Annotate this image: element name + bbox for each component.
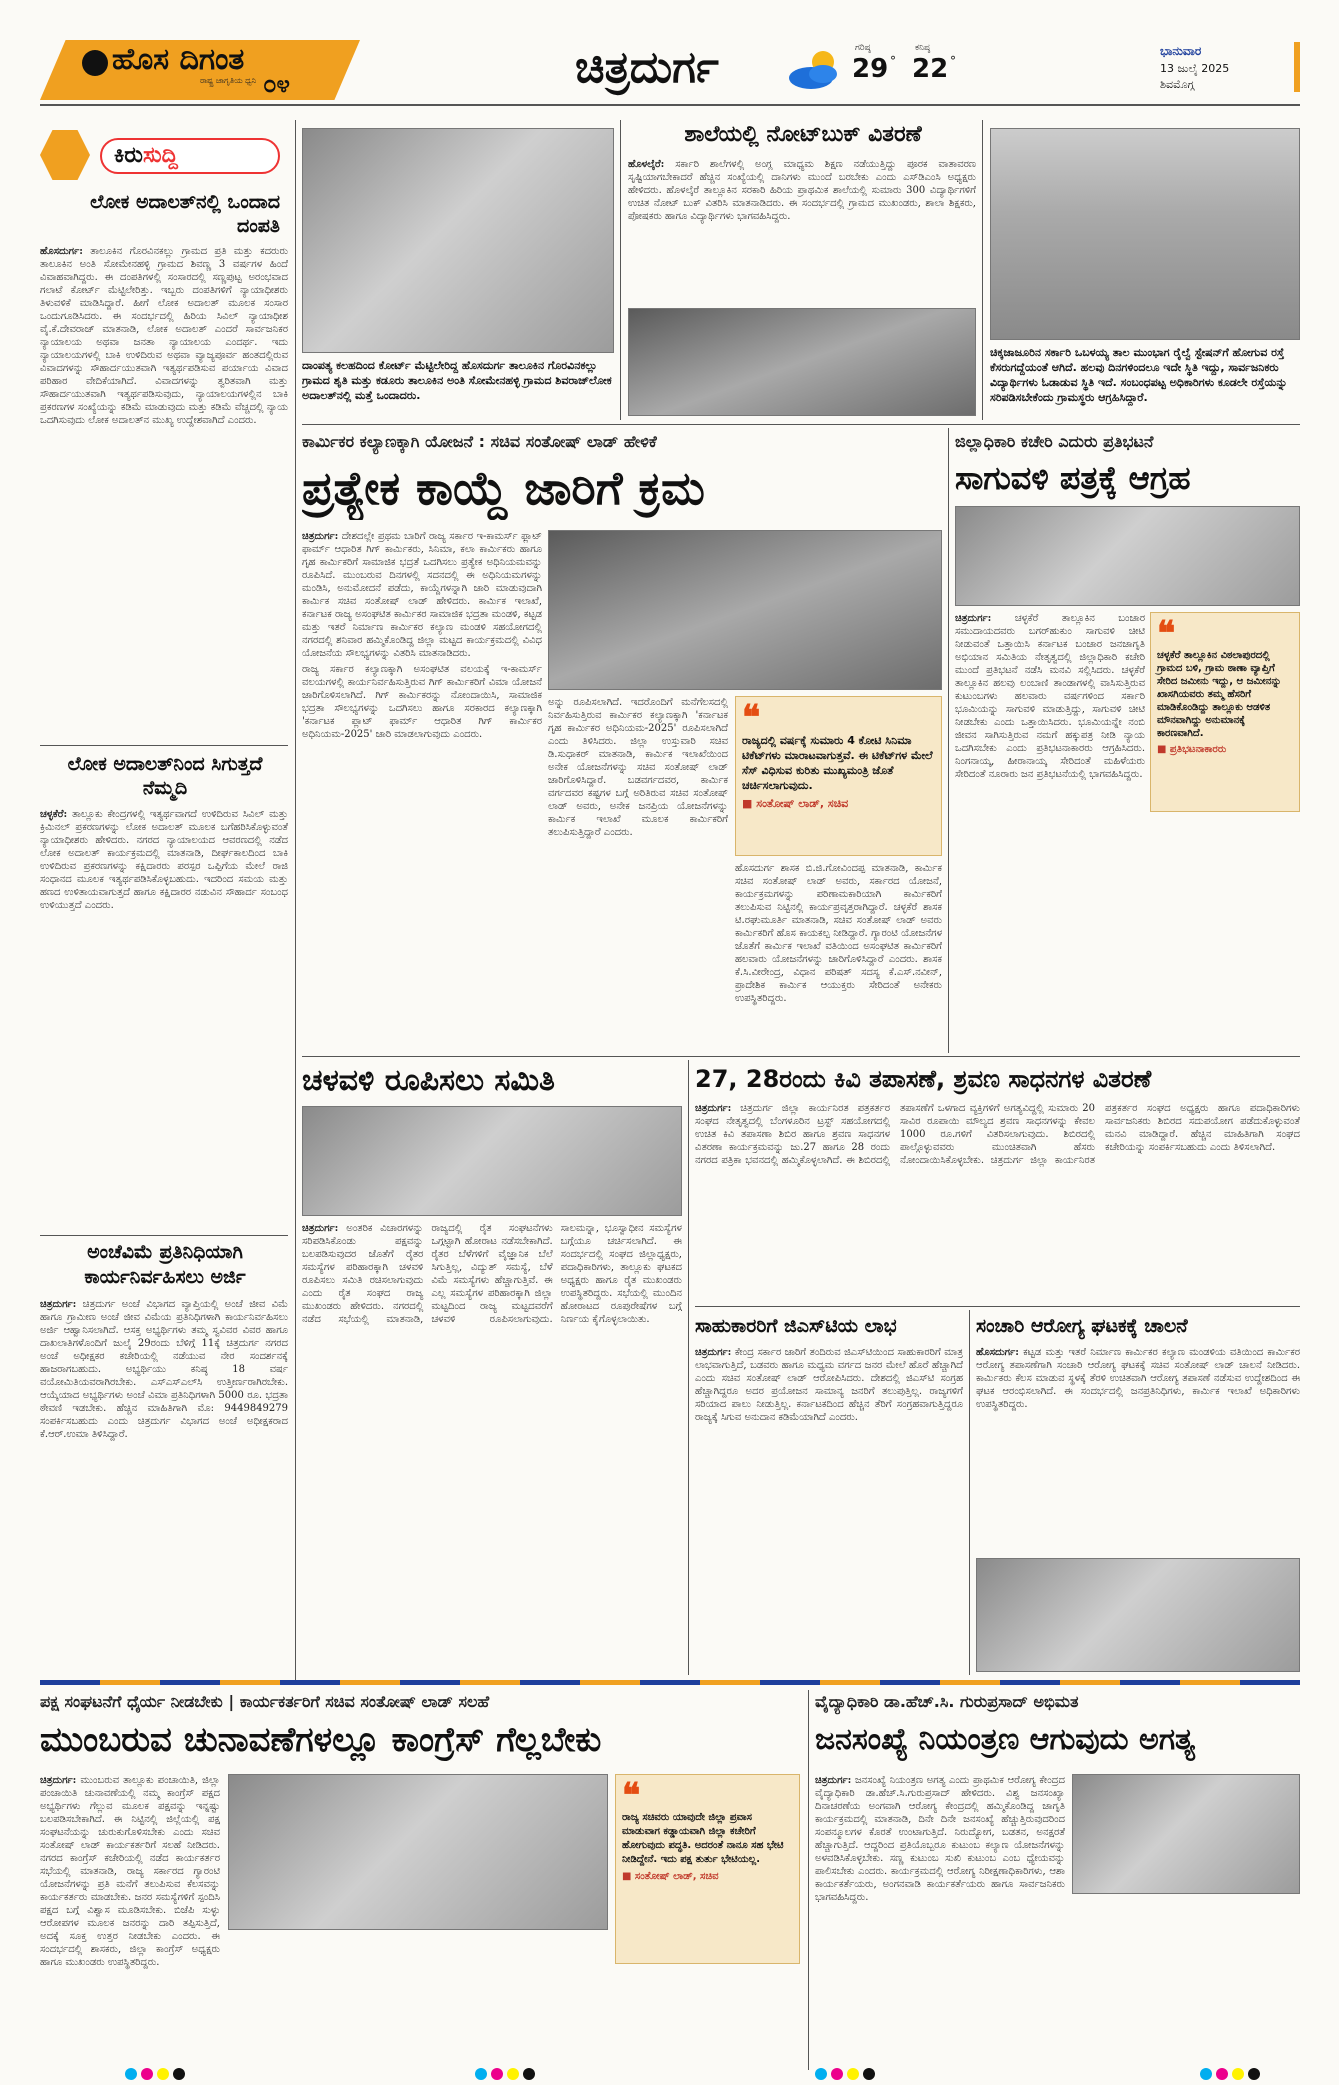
gst-dateline: ಚಿತ್ರದುರ್ಗ: [695, 1347, 732, 1358]
lead-quote-by: ■ ಸಂತೋಷ್ ಲಾಡ್, ಸಚಿವ [742, 797, 849, 810]
population-headline: ಜನಸಂಖ್ಯೆ ನಿಯಂತ್ರಣ ಆಗುವುದು ಅಗತ್ಯ [815, 1722, 1196, 1757]
quote-mark-icon: ❝ [622, 1776, 641, 1816]
min-temp: 22 [912, 54, 949, 84]
city-name: ಚಿತ್ರದುರ್ಗ [575, 42, 719, 93]
congress-quote-box [615, 1774, 800, 1964]
hand-icon [40, 130, 90, 180]
saguvali-quote-text: ಚಳ್ಳಕೆರೆ ತಾಲ್ಲೂಕಿನ ವಿಠಲಾಪುರದಲ್ಲಿ ಗ್ರಾಮದ ಬಳಿ, ಗ್ರಾಮ ಠಾಣಾ ವ್ಯಾಪ್ತಿಗೆ ಸೇರಿದ ಜಮೀನು ಇದ್ದು, ಆ ಜಮೀನನ್ನು ಖಾಸಗಿಯವರು ತಮ್ಮ ಹೆಸರಿಗೆ ಮಾಡಿಕೊಂಡಿದ್ದು ತಾಲ್ಲೂಕು ಆಡಳಿತ ಮೌನವಾಗಿದ್ದು ಅನುಮಾನಕ್ಕೆ ಕಾರಣವಾಗಿದೆ. [1157, 650, 1282, 739]
quote-mark-icon: ❝ [742, 698, 761, 738]
congress-quote-by: ■ ಸಂತೋಷ್ ಲಾಡ್, ಸಚಿವ [622, 1871, 719, 1882]
population-kicker: ವೈದ್ಯಾಧಿಕಾರಿ ಡಾ.ಹೆಚ್.ಸಿ. ಗುರುಪ್ರಸಾದ್ ಅಭಿಮತ [815, 1692, 1079, 1711]
kiru-body-3: ಚಿತ್ರದುರ್ಗ ಅಂಚೆ ವಿಭಾಗದ ವ್ಯಾಪ್ತಿಯಲ್ಲಿ ಅಂಚೆ ಜೀವ ವಿಮೆ ಹಾಗೂ ಗ್ರಾಮೀಣ ಅಂಚೆ ಜೀವ ವಿಮೆಯ ಪ್ರತಿನಿಧಿಗಳಾಗಿ ಕಾರ್ಯನಿರ್ವಹಿಸಲು ಅರ್ಜಿ ಆಹ್ವಾನಿಸಲಾಗಿದೆ. ಆಸಕ್ತ ಅಭ್ಯರ್ಥಿಗಳು ತಮ್ಮ ಸ್ವವಿವರ ವಿವರ ಹಾಗೂ ದಾಖಲಾತಿಗಳೊಂದಿಗೆ ಜುಲೈ 29ರಂದು ಬೆಳಿಗ್ಗೆ 11ಕ್ಕೆ ಚಿತ್ರದುರ್ಗ ನಗರದ ಅಂಚೆ ಅಧೀಕ್ಷಕರ ಕಚೇರಿಯಲ್ಲಿ ನಡೆಯುವ ನೇರ ಸಂದರ್ಶನಕ್ಕೆ ಹಾಜರಾಗಬಹುದು. ಅಭ್ಯರ್ಥಿಯು ಕನಿಷ್ಠ 18 ವರ್ಷ ವಯೋಮಿತಿಯವರಾಗಿರಬೇಕು. ಎಸ್‌ಎಸ್‌ಎಲ್‌ಸಿ ಉತ್ತೀರ್ಣರಾಗಿರಬೇಕು. ಆಯ್ಕೆಯಾದ ಅಭ್ಯರ್ಥಿಗಳು ಅಂಚೆ ವಿಮಾ ಪ್ರತಿನಿಧಿಗಳಾಗಿ 5000 ರೂ. ಭದ್ರತಾ ಠೇವಣಿ ಇಡಬೇಕು. ಹೆಚ್ಚಿನ ಮಾಹಿತಿಗಾಗಿ ಮೊ: 9449849279 ಸಂಪರ್ಕಿಸಬಹುದು ಎಂದು ಚಿತ್ರದುರ್ಗ ವಿಭಾಗದ ಅಂಚೆ ಅಧೀಕ್ಷಕರಾದ ಕೆ.ಆರ್.ಉಮಾ ತಿಳಿಸಿದ್ದಾರೆ. [40, 1299, 288, 1440]
lead-quote-box [735, 696, 942, 856]
kiru-story-1 [40, 245, 288, 740]
quote-mark-icon: ❝ [1157, 614, 1176, 654]
saguvali-quote-by: ■ ಪ್ರತಿಭಟನಾಕಾರರು [1157, 744, 1227, 755]
saguvali-headline: ಸಾಗುವಳಿ ಪತ್ರಕ್ಕೆ ಆಗ್ರಹ [955, 459, 1191, 497]
saguvali-story [955, 612, 1145, 1050]
congress-story-col1 [40, 1774, 220, 2064]
gst-story [695, 1346, 963, 1672]
gst-headline: ಸಾಹುಕಾರರಿಗೆ ಜಿಎಸ್‌ಟಿಯ ಲಾಭ [695, 1315, 897, 1337]
congress-quote-text: ರಾಜ್ಯ ಸಚಿವರು ಯಾವುದೇ ಜಿಲ್ಲಾ ಪ್ರವಾಸ ಮಾಡುವಾಗ ಕಡ್ಡಾಯವಾಗಿ ಜಿಲ್ಲಾ ಕಚೇರಿಗೆ ಹೋಗುವುದು ಪದ್ಧತಿ. ಅದರಂತೆ ನಾನೂ ಸಹ ಭೇಟಿ ನೀಡಿದ್ದೇನೆ. ಇದು ಪಕ್ಷ ತುರ್ತು ಭೇಟಿಯಲ್ಲ. [622, 1812, 784, 1865]
max-temp: 29 [852, 54, 889, 84]
min-temp-label: ಕನಿಷ್ಠ [915, 43, 931, 53]
kiru-body-1: ತಾಲೂಕಿನ ಗೊರವಿನಕಲ್ಲು ಗ್ರಾಮದ ಪ್ರತಿ ಮತ್ತು ಕದರುರು ತಾಲೂಕಿನ ಅಂತಿ ಸೋಮೇನಹಳ್ಳಿ ಗ್ರಾಮದ ಶಿವಣ್ಣ 3 ವರ್ಷಗಳ ಹಿಂದೆ ವಿವಾಹವಾಗಿದ್ದರು. ಈ ದಂಪತಿಗಳಲ್ಲಿ ಸಂಸಾರದಲ್ಲಿ ಸಣ್ಣಪುಟ್ಟ ಅರಂಭವಾದ ಗಲಾಟೆ ಕೋರ್ಟ್ ಮೆಟ್ಟಿಲೇರಿತ್ತು. ಇಬ್ಬರು ದಂಪತಿಗಳಿಗೆ ನ್ಯಾಯಾಧೀಶರು ತಿಳುವಳಿಕೆ ಮಾಡಿಸಿದ್ದಾರೆ. ಹೀಗೆ ಲೋಕ ಅದಾಲತ್ ಮೂಲಕ ಸಂಸಾರ ಒಂದುಗೂಡಿಸಿದರು. ಈ ಸಂದರ್ಭದಲ್ಲಿ ಹಿರಿಯ ಸಿವಿಲ್ ನ್ಯಾಯಾಧೀಶ ವೈ.ಕೆ.ದೇವರಾಜ್ ಮಾತನಾಡಿ, ಲೋಕ ಅದಾಲತ್ ಎಂದರೆ ಸಾರ್ವಜನಿಕರ ನ್ಯಾಯಾಲಯ ಅಥವಾ ಜನತಾ ನ್ಯಾಯಾಲಯ ಎಂದರ್ಥ. ಇದು ನ್ಯಾಯಾಲಯಗಳಲ್ಲಿ ಬಾಕಿ ಉಳಿದಿರುವ ಅಥವಾ ವ್ಯಾಜ್ಯಪೂರ್ವ ಹಂತದಲ್ಲಿರುವ ವಿವಾದಗಳನ್ನು ಸೌಹಾರ್ದಯುತವಾಗಿ ಇತ್ಯರ್ಥಪಡಿಸುವ ಪರ್ಯಾಯ ವಿವಾದ ಪರಿಹಾರ ವೇದಿಕೆಯಾಗಿದೆ. ವಿವಾದಗಳನ್ನು ತ್ವರಿತವಾಗಿ ಮತ್ತು ಸೌಹಾರ್ದಯುತವಾಗಿ ಇತ್ಯರ್ಥಪಡಿಸುವುದು, ನ್ಯಾಯಾಲಯಗಳಲ್ಲಿನ ಬಾಕಿ ಪ್ರಕರಣಗಳ ಸಂಖ್ಯೆಯನ್ನು ಕಡಿಮೆ ಮಾಡುವುದು ಮತ್ತು ಕಡಿಮೆ ವೆಚ್ಚದಲ್ಲಿ ನ್ಯಾಯ ಒದಗಿಸುವುದು ಲೋಕ ಅದಾಲತ್‌ನ ಮುಖ್ಯ ಉದ್ದೇಶವಾಗಿದೆ ಎಂದರು. [40, 246, 288, 426]
kiru-headline-3: ಅಂಚೆವಿಮೆ ಪ್ರತಿನಿಧಿಯಾಗಿ ಕಾರ್ಯನಿರ್ವಹಿಸಲು ಅರ್ಜಿ [84, 1241, 246, 1288]
chalavali-story [302, 1222, 682, 1672]
lok-adalat-photo [302, 128, 614, 353]
kiru-body-2: ತಾಲ್ಲೂಕು ಕೇಂದ್ರಗಳಲ್ಲಿ ಇತ್ಯರ್ಥವಾಗದೆ ಉಳಿದಿರುವ ಸಿವಿಲ್ ಮತ್ತು ಕ್ರಿಮಿನಲ್ ಪ್ರಕರಣಗಳನ್ನು ಲೋಕ ಅದಾಲತ್ ಮೂಲಕ ಬಗೆಹರಿಸಿಕೊಳ್ಳುವಂತೆ ನ್ಯಾಯಾಧೀಶರು ಹೇಳಿದರು. ನಗರದ ನ್ಯಾಯಾಲಯದ ಆವರಣದಲ್ಲಿ ನಡೆದ ಲೋಕ ಅದಾಲತ್ ಕಾರ್ಯಕ್ರಮದಲ್ಲಿ ಮಾತನಾಡಿ, ದೀರ್ಘಕಾಲದಿಂದ ಬಾಕಿ ಉಳಿದಿರುವ ಪ್ರಕರಣಗಳನ್ನು ಕಕ್ಷಿದಾರರು ಪರಸ್ಪರ ಒಪ್ಪಿಗೆಯ ಮೇಲೆ ರಾಜಿ ಸಂಧಾನದ ಮೂಲಕ ಇತ್ಯರ್ಥಪಡಿಸಿಕೊಳ್ಳಬಹುದು. ಇದರಿಂದ ಸಮಯ ಮತ್ತು ಹಣದ ಉಳಿತಾಯವಾಗುತ್ತದೆ ಹಾಗೂ ಕಕ್ಷಿದಾರರ ನಡುವಿನ ಸೌಹಾರ್ದ ಸಂಬಂಧ ಉಳಿಯುತ್ತದೆ ಎಂದರು. [40, 809, 288, 911]
lead-quote-text: ರಾಜ್ಯದಲ್ಲಿ ವರ್ಷಕ್ಕೆ ಸುಮಾರು 4 ಕೋಟಿ ಸಿನಿಮಾ ಟಿಕೆಟ್‌ಗಳು ಮಾರಾಟವಾಗುತ್ತವೆ. ಈ ಟಿಕೆಟ್‌ಗಳ ಮೇಲೆ ಸೆಸ್ ವಿಧಿಸುವ ಕುರಿತು ಮುಖ್ಯಮಂತ್ರಿ ಜೊತೆ ಚರ್ಚಿಸಲಾಗುವುದು. [742, 734, 933, 792]
lead-body-4: ಹೊಸದುರ್ಗ ಶಾಸಕ ಬಿ.ಜಿ.ಗೋವಿಂದಪ್ಪ ಮಾತನಾಡಿ, ಕಾರ್ಮಿಕ ಸಚಿವ ಸಂತೋಷ್ ಲಾಡ್ ಅವರು, ಸರ್ಕಾರದ ಯೋಜನೆ, ಕಾರ್ಯಕ್ರಮಗಳನ್ನು ಪರಿಣಾಮಕಾರಿಯಾಗಿ ಕಾರ್ಮಿಕರಿಗೆ ತಲುಪಿಸುವ ನಿಟ್ಟಿನಲ್ಲಿ ಕಾರ್ಯಪ್ರವೃತ್ತರಾಗಿದ್ದಾರೆ. ಚಳ್ಳಕೆರೆ ಶಾಸಕ ಟಿ.ರಘುಮೂರ್ತಿ ಮಾತನಾಡಿ, ಸಚಿವ ಸಂತೋಷ್ ಲಾಡ್ ಅವರು ಕಾರ್ಮಿಕರಿಗೆ ಹೊಸ ಕಾಯಕಲ್ಪ ನೀಡಿದ್ದಾರೆ. ಗ್ಯಾರಂಟಿ ಯೋಜನೆಗಳ ಜೊತೆಗೆ ಕಾರ್ಮಿಕ ಇಲಾಖೆ ವತಿಯಿಂದ ಅಸಂಘಟಿತ ಕಾರ್ಮಿಕರಿಗೆ ಹಲವಾರು ಯೋಜನೆಗಳನ್ನು ಜಾರಿಗೊಳಿಸಿದ್ದಾರೆ ಎಂದರು. ಶಾಸಕ ಕೆ.ಸಿ.ವೀರೇಂದ್ರ, ವಿಧಾನ ಪರಿಷತ್ ಸದಸ್ಯ ಕೆ.ಎಸ್.ನವೀನ್, ಪ್ರಾದೇಶಿಕ ಕಾರ್ಮಿಕ ಆಯುಕ್ತರು ಸೇರಿದಂತೆ ಅನೇಕರು ಉಪಸ್ಥಿತರಿದ್ದರು. [735, 863, 942, 1004]
lead-story-col1 [302, 530, 542, 1050]
saguvali-photo [955, 506, 1300, 606]
kiru-label [100, 138, 280, 174]
congress-headline: ಮುಂಬರುವ ಚುನಾವಣೆಗಳಲ್ಲೂ ಕಾಂಗ್ರೆಸ್ ಗೆಲ್ಲಬೇಕು [40, 1720, 602, 1760]
lead-dateline: ಚಿತ್ರದುರ್ಗ: [302, 531, 339, 542]
population-photo [1072, 1774, 1300, 1894]
chalavali-dateline: ಚಿತ್ರದುರ್ಗ: [302, 1223, 339, 1234]
edition-place: ಶಿವಮೊಗ್ಗ [1160, 78, 1195, 91]
bottom-divider [40, 1680, 1300, 1685]
logo-text: ಹೊಸ ದಿಗಂತ [112, 42, 245, 77]
chalavali-headline: ಚಳವಳಿ ರೂಪಿಸಲು ಸಮಿತಿ [302, 1063, 555, 1098]
masthead [40, 40, 1300, 100]
min-temp-degree: ° [950, 54, 956, 68]
kiru-label-main: ಕಿರು [114, 143, 143, 168]
kiru-headline-1: ಲೋಕ ಅದಾಲತ್‌ನಲ್ಲಿ ಒಂದಾದ ದಂಪತಿ [90, 191, 280, 237]
lead-story-col3 [735, 862, 942, 1050]
kivi-body: ಚಿತ್ರದುರ್ಗ ಜಿಲ್ಲಾ ಕಾರ್ಯನಿರತ ಪತ್ರಕರ್ತರ ಸಂಘದ ನೇತೃತ್ವದಲ್ಲಿ ಬೆಂಗಳೂರಿನ ಟ್ರಸ್ಟ್ ಸಹಯೋಗದಲ್ಲಿ ಉಚಿತ ಕಿವಿ ತಪಾಸಣಾ ಶಿಬಿರ ಹಾಗೂ ಶ್ರವಣ ಸಾಧನಗಳ ವಿತರಣಾ ಕಾರ್ಯಕ್ರಮವನ್ನು ಜು.27 ಹಾಗೂ 28 ರಂದು ನಗರದ ಪತ್ರಿಕಾ ಭವನದಲ್ಲಿ ಹಮ್ಮಿಕೊಳ್ಳಲಾಗಿದೆ. ಈ ಶಿಬಿರದಲ್ಲಿ ತಪಾಸಣೆಗೆ ಒಳಗಾದ ವ್ಯಕ್ತಿಗಳಿಗೆ ಅಗತ್ಯವಿದ್ದಲ್ಲಿ ಸುಮಾರು 20 ಸಾವಿರ ರೂಪಾಯಿ ಮೌಲ್ಯದ ಶ್ರವಣ ಸಾಧನಗಳನ್ನು ಕೇವಲ 1000 ರೂ.ಗಳಿಗೆ ವಿತರಿಸಲಾಗುವುದು. ಶಿಬಿರದಲ್ಲಿ ಪಾಲ್ಗೊಳ್ಳುವವರು ಮುಂಚಿತವಾಗಿ ಹೆಸರು ನೋಂದಾಯಿಸಿಕೊಳ್ಳಬೇಕು. ಚಿತ್ರದುರ್ಗ ಜಿಲ್ಲಾ ಕಾರ್ಯನಿರತ ಪತ್ರಕರ್ತರ ಸಂಘದ ಅಧ್ಯಕ್ಷರು ಹಾಗೂ ಪದಾಧಿಕಾರಿಗಳು ಸಾರ್ವಜನಿಕರು ಶಿಬಿರದ ಸದುಪಯೋಗ ಪಡೆದುಕೊಳ್ಳುವಂತೆ ಮನವಿ ಮಾಡಿದ್ದಾರೆ. ಹೆಚ್ಚಿನ ಮಾಹಿತಿಗಾಗಿ ಸಂಘದ ಕಚೇರಿಯನ್ನು ಸಂಪರ್ಕಿಸಬಹುದು ಎಂದು ತಿಳಿಸಲಾಗಿದೆ. [695, 1103, 1300, 1166]
sanchari-headline: ಸಂಚಾರಿ ಆರೋಗ್ಯ ಘಟಕಕ್ಕೆ ಚಾಲನೆ [976, 1315, 1188, 1337]
max-temp-degree: ° [890, 54, 896, 68]
sanchari-story [976, 1346, 1300, 1552]
lead-photo [548, 530, 942, 690]
kiru-headline-2: ಲೋಕ ಅದಾಲತ್‌ನಿಂದ ಸಿಗುತ್ತದೆ ನೆಮ್ಮದಿ [67, 753, 263, 799]
kivi-headline: 27, 28ರಂದು ಕಿವಿ ತಪಾಸಣೆ, ಶ್ರವಣ ಸಾಧನಗಳ ವಿತರಣೆ [695, 1065, 1152, 1093]
lead-kicker: ಕಾರ್ಮಿಕರ ಕಲ್ಯಾಣಕ್ಕಾಗಿ ಯೋಜನೆ : ಸಚಿವ ಸಂತೋಷ್ ಲಾಡ್ ಹೇಳಿಕೆ [302, 432, 657, 451]
population-body: ಜನಸಂಖ್ಯೆ ನಿಯಂತ್ರಣ ಅಗತ್ಯ ಎಂದು ಪ್ರಾಥಮಿಕ ಆರೋಗ್ಯ ಕೇಂದ್ರದ ವೈದ್ಯಾಧಿಕಾರಿ ಡಾ.ಹೆಚ್.ಸಿ.ಗುರುಪ್ರಸಾದ್ ಹೇಳಿದರು. ವಿಶ್ವ ಜನಸಂಖ್ಯಾ ದಿನಾಚರಣೆಯ ಅಂಗವಾಗಿ ಆರೋಗ್ಯ ಕೇಂದ್ರದಲ್ಲಿ ಹಮ್ಮಿಕೊಂಡಿದ್ದ ಜಾಗೃತಿ ಕಾರ್ಯಕ್ರಮದಲ್ಲಿ ಮಾತನಾಡಿ, ದಿನೇ ದಿನೇ ಜನಸಂಖ್ಯೆ ಹೆಚ್ಚುತ್ತಿರುವುದರಿಂದ ಸಂಪನ್ಮೂಲಗಳ ಕೊರತೆ ಉಂಟಾಗುತ್ತಿದೆ. ನಿರುದ್ಯೋಗ, ಬಡತನ, ಅನಕ್ಷರತೆ ಹೆಚ್ಚಾಗುತ್ತಿದೆ. ಆದ್ದರಿಂದ ಪ್ರತಿಯೊಬ್ಬರೂ ಕುಟುಂಬ ಕಲ್ಯಾಣ ಯೋಜನೆಗಳನ್ನು ಅಳವಡಿಸಿಕೊಳ್ಳಬೇಕು. ಸಣ್ಣ ಕುಟುಂಬ ಸುಖಿ ಕುಟುಂಬ ಎಂಬ ಧ್ಯೇಯವನ್ನು ಪಾಲಿಸಬೇಕು ಎಂದರು. ಕಾರ್ಯಕ್ರಮದಲ್ಲಿ ಆರೋಗ್ಯ ನಿರೀಕ್ಷಣಾಧಿಕಾರಿಗಳು, ಆಶಾ ಕಾರ್ಯಕರ್ತೆಯರು, ಅಂಗನವಾಡಿ ಕಾರ್ಯಕರ್ತೆಯರು ಹಾಗೂ ಸಾರ್ವಜನಿಕರು ಭಾಗವಹಿಸಿದ್ದರು. [815, 1775, 1065, 1903]
rail-road-photo [990, 128, 1300, 340]
accent-bar [1294, 42, 1300, 92]
weather-icon [785, 46, 845, 92]
kiru-story-3 [40, 1298, 288, 1670]
kiru-dateline-1: ಹೊಸದುರ್ಗ: [40, 246, 83, 257]
kiru-badge [40, 130, 280, 182]
notebook-story [628, 158, 976, 306]
sanchari-photo [976, 1558, 1300, 1672]
lok-adalat-caption: ದಾಂಪತ್ಯ ಕಲಹದಿಂದ ಕೋರ್ಟ್ ಮೆಟ್ಟಿಲೇರಿದ್ದ ಹೊಸದುರ್ಗ ತಾಲೂಕಿನ ಗೊರವಿನಕಲ್ಲು ಗ್ರಾಮದ ಶೃತಿ ಮತ್ತು ಕಡೂರು ತಾಲೂಕಿನ ಅಂತಿ ಸೋಮೇನಹಳ್ಳಿ ಗ್ರಾಮದ ಶಿವರಾಜ್‌ಲೋಕ ಅದಾಲತ್‌ನಲ್ಲಿ ಮತ್ತೆ ಒಂದಾದರು. [302, 359, 612, 402]
lead-body-2: ರಾಜ್ಯ ಸರ್ಕಾರ ಕಲ್ಯಾಣಕ್ಕಾಗಿ ಅಸಂಘಟಿತ ವಲಯಕ್ಕೆ ಇ-ಕಾಮರ್ಸ್ ವಲಯಗಳಲ್ಲಿ ಕಾರ್ಯನಿರ್ವಹಿಸುತ್ತಿರುವ ಗಿಗ್ ಕಾರ್ಮಿಕರಿಗೆ ವಿಮಾ ಯೋಜನೆ ಜಾರಿಗೊಳಿಸಲಾಗಿದೆ. ಗಿಗ್ ಕಾರ್ಮಿಕರನ್ನು ನೋಂದಾಯಿಸಿ, ಸಾಮಾಜಿಕ ಭದ್ರತಾ ಸೌಲಭ್ಯಗಳನ್ನು ಒದಗಿಸಲು ಹಾಗೂ ಸರಕಾರದ ಕಲ್ಯಾಣಕ್ಕಾಗಿ 'ಕರ್ನಾಟಕ ಪ್ಲಾಟ್ ಫಾರ್ಮ್ ಆಧಾರಿತ ಗಿಗ್ ಕಾರ್ಮಿಕರ ಅಧಿನಿಯಮ-2025' ಜಾರಿ ಮಾಡಲಾಗುವುದು ಎಂದರು. [302, 664, 542, 740]
population-dateline: ಚಿತ್ರದುರ್ಗ: [815, 1775, 852, 1786]
lead-body-1: ದೇಶದಲ್ಲೇ ಪ್ರಥಮ ಬಾರಿಗೆ ರಾಜ್ಯ ಸರ್ಕಾರ ಇ-ಕಾಮರ್ಸ್ ಫ್ಲಾಟ್ ಫಾರ್ಮ್ ಆಧಾರಿತ ಗಿಗ್ ಕಾರ್ಮಿಕರು, ಸಿನಿಮಾ, ಕಲಾ ಕಾರ್ಮಿಕರು ಹಾಗೂ ಗೃಹ ಕಾರ್ಮಿಕರಿಗೆ ಸಾಮಾಜಿಕ ಭದ್ರತೆ ಒದಗಿಸಲು ಪ್ರತ್ಯೇಕ ಅಧಿನಿಯಮವನ್ನು ರೂಪಿಸಿದೆ. ಮುಂಬರುವ ದಿನಗಳಲ್ಲಿ ಸದನದಲ್ಲಿ ಈ ಅಧಿನಿಯಮಗಳನ್ನು ಮಂಡಿಸಿ, ಅನುಮೋದನೆ ಪಡೆದು, ಕಾಯ್ದೆಗಳನ್ನಾಗಿ ಜಾರಿ ಮಾಡುವುದಾಗಿ ಕಾರ್ಮಿಕ ಸಚಿವ ಸಂತೋಷ್ ಲಾಡ್ ಹೇಳಿದರು. ಕಾರ್ಮಿಕ ಇಲಾಖೆ, ಕರ್ನಾಟಕ ರಾಜ್ಯ ಅಸಂಘಟಿತ ಕಾರ್ಮಿಕರ ಸಾಮಾಜಿಕ ಭದ್ರತಾ ಮಂಡಳಿ, ಕಟ್ಟಡ ಮತ್ತು ಇತರೆ ನಿರ್ಮಾಣ ಕಾರ್ಮಿಕರ ಕಲ್ಯಾಣ ಮಂಡಳಿ ಸಹಯೋಗದಲ್ಲಿ ನಗರದಲ್ಲಿ ಶನಿವಾರ ಹಮ್ಮಿಕೊಂಡಿದ್ದ ಜಿಲ್ಲಾ ಮಟ್ಟದ ಕಾರ್ಯಕ್ರಮದಲ್ಲಿ ವಿವಿಧ ಯೋಜನೆಯ ಸೌಲಭ್ಯಗಳನ್ನು ವಿತರಿಸಿ ಮಾತನಾಡಿದರು. [302, 531, 542, 659]
date-day: ಭಾನುವಾರ [1160, 44, 1202, 58]
notebook-photo [628, 308, 976, 416]
chalavali-photo [302, 1106, 682, 1216]
logo-tagline: ರಾಷ್ಟ್ರ ಜಾಗೃತಿಯ ಧ್ವನಿ [200, 76, 257, 85]
population-story [815, 1774, 1065, 2064]
saguvali-body: ಚಳ್ಳಕೆರೆ ತಾಲ್ಲೂಕಿನ ಬಂಜಾರ ಸಮುದಾಯದವರು ಬಗರ್‌ಹುಕುಂ ಸಾಗುವಳಿ ಚೀಟಿ ನೀಡುವಂತೆ ಒತ್ತಾಯಿಸಿ ಕರ್ನಾಟಕ ಬಂಜಾರ ಜನಜಾಗೃತಿ ಅಭಿಯಾನ ಸಮಿತಿಯ ನೇತೃತ್ವದಲ್ಲಿ ಜಿಲ್ಲಾಧಿಕಾರಿ ಕಚೇರಿ ಮುಂದೆ ಪ್ರತಿಭಟನೆ ನಡೆಸಿ ಮನವಿ ಸಲ್ಲಿಸಿದರು. ಚಳ್ಳಕೆರೆ ತಾಲ್ಲೂಕಿನ ಹಲವು ಲಂಬಾಣಿ ತಾಂಡಾಗಳಲ್ಲಿ ವಾಸಿಸುತ್ತಿರುವ ಕುಟುಂಬಗಳು ಹಲವಾರು ವರ್ಷಗಳಿಂದ ಸರ್ಕಾರಿ ಭೂಮಿಯನ್ನು ಸಾಗುವಳಿ ಮಾಡುತ್ತಿದ್ದು, ಸಾಗುವಳಿ ಚೀಟಿ ನೀಡಬೇಕು ಎಂದು ಒತ್ತಾಯಿಸಿದರು. ಭೂಮಿಯನ್ನೇ ನಂಬಿ ಜೀವನ ಸಾಗಿಸುತ್ತಿರುವ ನಮಗೆ ಹಕ್ಕುಪತ್ರ ನೀಡಿ ನ್ಯಾಯ ಒದಗಿಸಬೇಕು ಎಂದು ಪ್ರತಿಭಟನಾಕಾರರು ಆಗ್ರಹಿಸಿದರು. ನಿಂಗನಾಯ್ಕ, ಹೀರಾನಾಯ್ಕ ಸೇರಿದಂತೆ ಮಹಿಳೆಯರು ಸೇರಿದಂತೆ ನೂರಾರು ಜನ ಪ್ರತಿಭಟನೆಯಲ್ಲಿ ಭಾಗವಹಿಸಿದ್ದರು. [955, 613, 1145, 780]
chalavali-body: ಅಂತರಿಕ ವಿಚಾರಗಳನ್ನು ಸರಿಪಡಿಸಿಕೊಂಡು ಪಕ್ಷವನ್ನು ಬಲಪಡಿಸುವುದರ ಜೊತೆಗೆ ರೈತರ ಸಮಸ್ಯೆಗಳ ಪರಿಹಾರಕ್ಕಾಗಿ ಚಳವಳಿ ರೂಪಿಸಲು ಸಮಿತಿ ರಚಿಸಲಾಗುವುದು ಎಂದು ರೈತ ಸಂಘದ ರಾಜ್ಯ ಮುಖಂಡರು ಹೇಳಿದರು. ನಗರದಲ್ಲಿ ನಡೆದ ಸಭೆಯಲ್ಲಿ ಮಾತನಾಡಿ, ರಾಜ್ಯದಲ್ಲಿ ರೈತ ಸಂಘಟನೆಗಳು ಒಗ್ಗಟ್ಟಾಗಿ ಹೋರಾಟ ನಡೆಸಬೇಕಾಗಿದೆ. ರೈತರ ಬೆಳೆಗಳಿಗೆ ವೈಜ್ಞಾನಿಕ ಬೆಲೆ ಸಿಗುತ್ತಿಲ್ಲ, ವಿದ್ಯುತ್ ಸಮಸ್ಯೆ, ಬೆಳೆ ವಿಮೆ ಸಮಸ್ಯೆಗಳು ಹೆಚ್ಚಾಗುತ್ತಿವೆ. ಈ ಎಲ್ಲ ಸಮಸ್ಯೆಗಳ ಪರಿಹಾರಕ್ಕಾಗಿ ಜಿಲ್ಲಾ ಮಟ್ಟದಿಂದ ರಾಜ್ಯ ಮಟ್ಟದವರೆಗೆ ಚಳವಳಿ ರೂಪಿಸಲಾಗುವುದು. ಸಾಲಮನ್ನಾ, ಭೂಸ್ವಾಧೀನ ಸಮಸ್ಯೆಗಳ ಬಗ್ಗೆಯೂ ಚರ್ಚಿಸಲಾಗಿದೆ. ಈ ಸಂದರ್ಭದಲ್ಲಿ ಸಂಘದ ಜಿಲ್ಲಾಧ್ಯಕ್ಷರು, ಪದಾಧಿಕಾರಿಗಳು, ತಾಲ್ಲೂಕು ಘಟಕದ ಅಧ್ಯಕ್ಷರು ಹಾಗೂ ರೈತ ಮುಖಂಡರು ಉಪಸ್ಥಿತರಿದ್ದರು. ಸಭೆಯಲ್ಲಿ ಮುಂದಿನ ಹೋರಾಟದ ರೂಪುರೇಷೆಗಳ ಬಗ್ಗೆ ನಿರ್ಣಯ ಕೈಗೊಳ್ಳಲಾಯಿತು. [302, 1223, 682, 1325]
lead-story-col2 [548, 696, 728, 1050]
congress-dateline: ಚಿತ್ರದುರ್ಗ: [40, 1775, 77, 1786]
congress-photo [228, 1774, 608, 1930]
gst-body: ಕೇಂದ್ರ ಸರ್ಕಾರ ಜಾರಿಗೆ ತಂದಿರುವ ಜಿಎಸ್‌ಟಿಯಿಂದ ಸಾಹುಕಾರರಿಗೆ ಮಾತ್ರ ಲಾಭವಾಗುತ್ತಿದೆ, ಬಡವರು ಹಾಗೂ ಮಧ್ಯಮ ವರ್ಗದ ಜನರ ಮೇಲೆ ಹೊರೆ ಹೆಚ್ಚಾಗಿದೆ ಎಂದು ಸಚಿವ ಸಂತೋಷ್ ಲಾಡ್ ಆರೋಪಿಸಿದರು. ದೇಶದಲ್ಲಿ ಜಿಎಸ್‌ಟಿ ಸಂಗ್ರಹ ಹೆಚ್ಚಾಗಿದ್ದರೂ ಅದರ ಪ್ರಯೋಜನ ಸಾಮಾನ್ಯ ಜನರಿಗೆ ತಲುಪುತ್ತಿಲ್ಲ. ರಾಜ್ಯಗಳಿಗೆ ಸರಿಯಾದ ಪಾಲು ನೀಡುತ್ತಿಲ್ಲ. ಕರ್ನಾಟಕದಿಂದ ಹೆಚ್ಚಿನ ತೆರಿಗೆ ಸಂಗ್ರಹವಾಗುತ್ತಿದ್ದರೂ ರಾಜ್ಯಕ್ಕೆ ಸಿಗುವ ಅನುದಾನ ಕಡಿಮೆಯಾಗಿದೆ ಎಂದರು. [695, 1347, 963, 1423]
notebook-headline: ಶಾಲೆಯಲ್ಲಿ ನೋಟ್‌ಬುಕ್ ವಿತರಣೆ [684, 122, 922, 147]
saguvali-quote-box [1150, 612, 1300, 812]
sanchari-body: ಕಟ್ಟಡ ಮತ್ತು ಇತರೆ ನಿರ್ಮಾಣ ಕಾರ್ಮಿಕರ ಕಲ್ಯಾಣ ಮಂಡಳಿಯ ವತಿಯಿಂದ ಕಾರ್ಮಿಕರ ಆರೋಗ್ಯ ತಪಾಸಣೆಗಾಗಿ ಸಂಚಾರಿ ಆರೋಗ್ಯ ಘಟಕಕ್ಕೆ ಸಚಿವ ಸಂತೋಷ್ ಲಾಡ್ ಚಾಲನೆ ನೀಡಿದರು. ಕಾರ್ಮಿಕರು ಕೆಲಸ ಮಾಡುವ ಸ್ಥಳಕ್ಕೆ ತೆರಳಿ ಉಚಿತವಾಗಿ ಆರೋಗ್ಯ ತಪಾಸಣೆ ನಡೆಸುವ ಉದ್ದೇಶದಿಂದ ಈ ಘಟಕ ಆರಂಭಿಸಲಾಗಿದೆ. ಈ ಸಂದರ್ಭದಲ್ಲಿ ಜನಪ್ರತಿನಿಧಿಗಳು, ಕಾರ್ಮಿಕ ಇಲಾಖೆ ಅಧಿಕಾರಿಗಳು ಉಪಸ್ಥಿತರಿದ್ದರು. [976, 1347, 1300, 1410]
kiru-dateline-2: ಚಳ್ಳಕೆರೆ: [40, 809, 68, 820]
kiru-dateline-3: ಚಿತ್ರದುರ್ಗ: [40, 1299, 77, 1310]
rail-road-caption: ಚಿಕ್ಕಜಾಜೂರಿನ ಸರ್ಕಾರಿ ಒಬಳಯ್ಯ ತಾಲ ಮುಂಭಾಗ ರೈಲ್ವೆ ಸ್ಟೇಷನ್‌ಗೆ ಹೋಗುವ ರಸ್ತೆ ಕೆಸರುಗದ್ದೆಯಂತೆ ಆಗಿದೆ. ಹಲವು ದಿನಗಳಿಂದಲೂ ಇದೇ ಸ್ಥಿತಿ ಇದ್ದು, ಸಾರ್ವಜನಿಕರು ವಿದ್ಯಾರ್ಥಿಗಳು ಓಡಾಡುವ ಸ್ಥಿತಿ ಇದೆ. ಸಂಬಂಧಪಟ್ಟ ಅಧಿಕಾರಿಗಳು ಕೂಡಲೇ ರಸ್ತೆಯನ್ನು ಸರಿಪಡಿಸಬೇಕೆಂದು ಗ್ರಾಮಸ್ಥರು ಆಗ್ರಹಿಸಿದ್ದಾರೆ. [990, 346, 1288, 404]
kivi-dateline: ಚಿತ್ರದುರ್ಗ: [695, 1103, 732, 1114]
logo-icon [82, 50, 108, 76]
congress-body: ಮುಂಬರುವ ತಾಲ್ಲೂಕು ಪಂಚಾಯಿತಿ, ಜಿಲ್ಲಾ ಪಂಚಾಯಿತಿ ಚುನಾವಣೆಯಲ್ಲಿ ನಮ್ಮ ಕಾಂಗ್ರೆಸ್ ಪಕ್ಷದ ಅಭ್ಯರ್ಥಿಗಳು ಗೆಲ್ಲುವ ಮೂಲಕ ಪಕ್ಷವನ್ನು ಇನ್ನಷ್ಟು ಬಲಪಡಿಸಬೇಕಾಗಿದೆ. ಈ ನಿಟ್ಟಿನಲ್ಲಿ ಜಿಲ್ಲೆಯಲ್ಲಿ ಪಕ್ಷ ಸಂಘಟನೆಯನ್ನು ಚುರುಕುಗೊಳಿಸಬೇಕು ಎಂದು ಸಚಿವ ಸಂತೋಷ್ ಲಾಡ್ ಕಾರ್ಯಕರ್ತರಿಗೆ ಸಲಹೆ ನೀಡಿದರು. ನಗರದ ಕಾಂಗ್ರೆಸ್ ಕಚೇರಿಯಲ್ಲಿ ನಡೆದ ಕಾರ್ಯಕರ್ತರ ಸಭೆಯಲ್ಲಿ ಮಾತನಾಡಿ, ರಾಜ್ಯ ಸರ್ಕಾರದ ಗ್ಯಾರಂಟಿ ಯೋಜನೆಗಳನ್ನು ಪ್ರತಿ ಮನೆಗೆ ತಲುಪಿಸುವ ಕೆಲಸವನ್ನು ಕಾರ್ಯಕರ್ತರು ಮಾಡಬೇಕು. ಜನರ ಸಮಸ್ಯೆಗಳಿಗೆ ಸ್ಪಂದಿಸಿ ಪಕ್ಷದ ಬಗ್ಗೆ ವಿಶ್ವಾಸ ಮೂಡಿಸಬೇಕು. ಬಿಜೆಪಿ ಸುಳ್ಳು ಆರೋಪಗಳ ಮೂಲಕ ಜನರನ್ನು ದಾರಿ ತಪ್ಪಿಸುತ್ತಿದೆ, ಅದಕ್ಕೆ ಸೂಕ್ತ ಉತ್ತರ ನೀಡಬೇಕು ಎಂದರು. ಈ ಸಂದರ್ಭದಲ್ಲಿ ಶಾಸಕರು, ಜಿಲ್ಲಾ ಕಾಂಗ್ರೆಸ್ ಅಧ್ಯಕ್ಷರು ಹಾಗೂ ಮುಖಂಡರು ಉಪಸ್ಥಿತರಿದ್ದರು. [40, 1775, 220, 1968]
max-temp-label: ಗರಿಷ್ಠ [855, 43, 871, 53]
notebook-dateline: ಹೊಳಲ್ಕೆರೆ: [628, 159, 665, 170]
notebook-body: ಸರ್ಕಾರಿ ಶಾಲೆಗಳಲ್ಲಿ ಅಂಗ್ಲ ಮಾಧ್ಯಮ ಶಿಕ್ಷಣ ನಡೆಯುತ್ತಿದ್ದು ಪೂರಕ ವಾತಾವರಣ ಸೃಷ್ಟಿಯಾಗಬೇಕಾದರೆ ಹೆಚ್ಚಿನ ಸಂಖ್ಯೆಯಲ್ಲಿ ದಾನಿಗಳು ಮುಂದೆ ಬರಬೇಕು ಎಂದು ಎಸ್‌ಡಿಎಂಸಿ ಅಧ್ಯಕ್ಷರು ಹೇಳಿದರು. ಹೊಳಲ್ಕೆರೆ ತಾಲ್ಲೂಕಿನ ಸರಕಾರಿ ಹಿರಿಯ ಪ್ರಾಥಮಿಕ ಶಾಲೆಯಲ್ಲಿ ಸುಮಾರು 300 ವಿದ್ಯಾರ್ಥಿಗಳಿಗೆ ಉಚಿತ ನೋಟ್ ಬುಕ್ ವಿತರಿಸಿ ಮಾತನಾಡಿದರು. ಈ ಸಂದರ್ಭದಲ್ಲಿ ಗ್ರಾಮದ ಮುಖಂಡರು, ಶಾಲಾ ಶಿಕ್ಷಕರು, ಪೋಷಕರು ಹಾಗೂ ವಿದ್ಯಾರ್ಥಿಗಳು ಭಾಗವಹಿಸಿದ್ದರು. [628, 159, 976, 222]
saguvali-dateline: ಚಿತ್ರದುರ್ಗ: [955, 613, 992, 624]
lead-headline: ಪ್ರತ್ಯೇಕ ಕಾಯ್ದೆ ಜಾರಿಗೆ ಕ್ರಮ [302, 461, 705, 515]
sanchari-dateline: ಹೊಸದುರ್ಗ: [976, 1347, 1019, 1358]
congress-kicker: ಪಕ್ಷ ಸಂಘಟನೆಗೆ ಧೈರ್ಯ ನೀಡಬೇಕು | ಕಾರ್ಯಕರ್ತರಿಗೆ ಸಚಿವ ಸಂತೋಷ್ ಲಾಡ್ ಸಲಹೆ [40, 1692, 490, 1711]
date-full: 13 ಜುಲೈ 2025 [1160, 62, 1230, 75]
kivi-story [695, 1102, 1300, 1302]
kiru-story-2 [40, 808, 288, 1228]
page-number: ೦೪ [263, 70, 290, 98]
lead-body-3: ಅನ್ನು ರೂಪಿಸಲಾಗಿದೆ. ಇದರೊಂದಿಗೆ ಮನೆಗೆಲಸದಲ್ಲಿ ನಿರ್ವಹಿಸುತ್ತಿರುವ ಕಾರ್ಮಿಕರ ಕಲ್ಯಾಣಕ್ಕಾಗಿ 'ಕರ್ನಾಟಕ ಗೃಹ ಕಾರ್ಮಿಕರ ಅಧಿನಿಯಮ-2025' ರೂಪಿಸಲಾಗಿದೆ ಎಂದು ತಿಳಿಸಿದರು. ಜಿಲ್ಲಾ ಉಸ್ತುವಾರಿ ಸಚಿವ ಡಿ.ಸುಧಾಕರ್ ಮಾತನಾಡಿ, ಕಾರ್ಮಿಕ ಇಲಾಖೆಯಿಂದ ಅನೇಕ ಯೋಜನೆಗಳನ್ನು ಸಚಿವ ಸಂತೋಷ್ ಲಾಡ್ ಜಾರಿಗೊಳಿಸಿದ್ದಾರೆ. ಬಡವರ್ಗದವರ, ಕಾರ್ಮಿಕ ವರ್ಗದವರ ಕಷ್ಟಗಳ ಬಗ್ಗೆ ಅರಿತಿರುವ ಸಚಿವ ಸಂತೋಷ್ ಲಾಡ್ ಅವರು, ಅನೇಕ ಜನಪ್ರಿಯ ಯೋಜನೆಗಳನ್ನು ಕಾರ್ಮಿಕ ಇಲಾಖೆ ಮೂಲಕ ಕಾರ್ಮಿಕರಿಗೆ ತಲುಪಿಸುತ್ತಿದ್ದಾರೆ ಎಂದರು. [548, 697, 728, 838]
saguvali-kicker: ಜಿಲ್ಲಾಧಿಕಾರಿ ಕಚೇರಿ ಎದುರು ಪ್ರತಿಭಟನೆ [955, 432, 1154, 451]
kiru-label-accent: ಸುದ್ದಿ [142, 143, 178, 168]
